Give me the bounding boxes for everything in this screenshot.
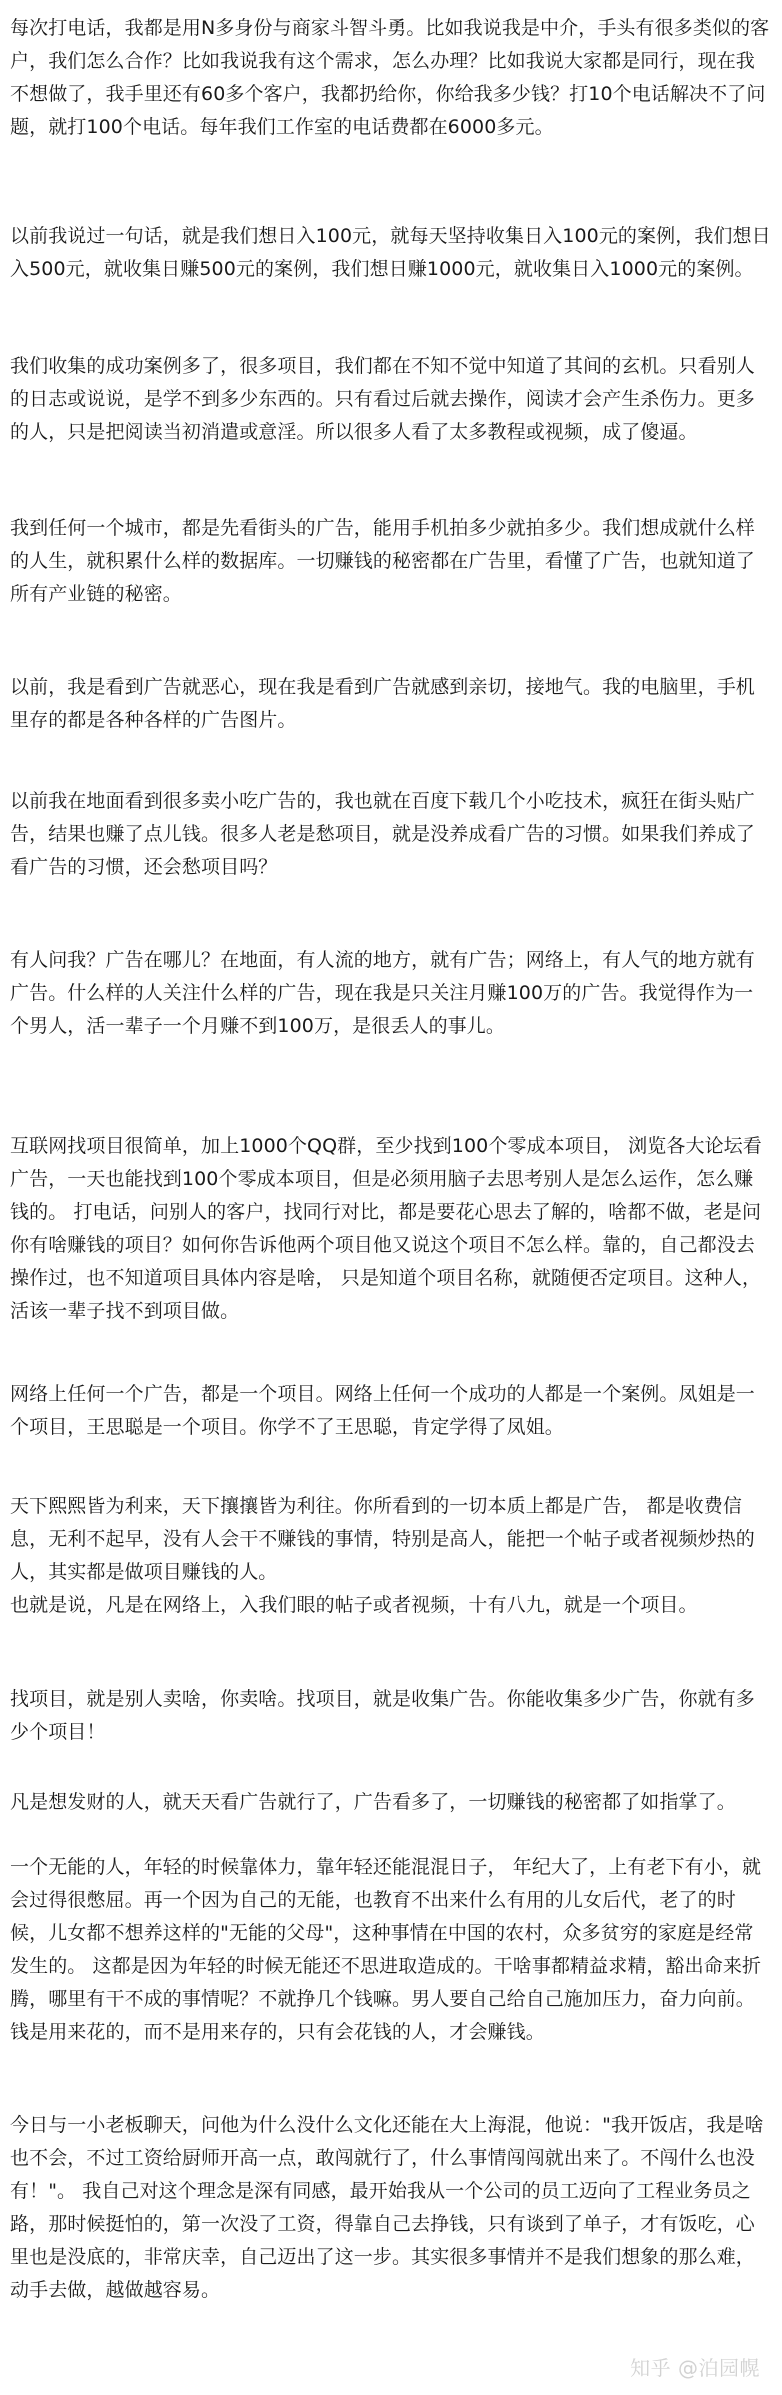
article-paragraph-4: 我到任何一个城市，都是先看街头的广告，能用手机拍多少就拍多少。我们想成就什么样的人生，就积累什么样的数据库。一切赚钱的秘密都在广告里，看懂了广告，也就知道了所有产业链的秘密。 — [10, 517, 755, 605]
article-paragraph-3: 我们收集的成功案例多了，很多项目，我们都在不知不觉中知道了其间的玄机。只看别人的日志或说说，是学不到多少东西的。只有看过后就去操作，阅读才会产生杀伤力。更多的人，只是把阅读当初消遣或意淫。所以很多人看了太多教程或视频，成了傻逼。 — [10, 355, 755, 443]
article-paragraph-14: 今日与一小老板聊天，问他为什么没什么文化还能在大上海混，他说："我开饭店，我是啥也不会，不过工资给厨师开高一点，敢闯就行了，什么事情闯闯就出来了。不闯什么也没有！"。 我自己对这个理念是深有同感，最开始我从一个公司的员工迈向了工程业务员之路，那时候挺怕的，第一次没了工资，得靠自己去挣钱，只有谈到了单子，才有饭吃，心里也是没底的，非常庆幸，自己迈出了这一步。其实很多事情并不是我们想象的那么难，动手去做，越做越容易。 — [10, 2114, 764, 2301]
article-paragraph-11: 找项目，就是别人卖啥，你卖啥。找项目，就是收集广告。你能收集多少广告，你就有多少个项目！ — [10, 1688, 755, 1743]
article-paragraph-10: 天下熙熙皆为利来，天下攘攘皆为利往。你所看到的一切本质上都是广告， 都是收费信息，无利不起早，没有人会干不赚钱的事情，特别是高人，能把一个帖子或者视频炒热的人，其实都是做项目赚钱的人。 也就是说，凡是在网络上，入我们眼的帖子或者视频，十有八九，就是一个项目。 — [10, 1495, 755, 1616]
article-paragraph-13: 一个无能的人，年轻的时候靠体力，靠年轻还能混混日子， 年纪大了，上有老下有小，就会过得很憋屈。再一个因为自己的无能，也教育不出来什么有用的儿女后代，老了的时候，儿女都不想养这样的"无能的父母"，这种事情在中国的农村，众多贫穷的家庭是经常发生的。 这都是因为年轻的时候无能还不思进取造成的。干啥事都精益求精，豁出命来折腾，哪里有干不成的事情呢？不就挣几个钱嘛。男人要自己给自己施加压力，奋力向前。钱是用来花的，而不是用来存的，只有会花钱的人，才会赚钱。 — [10, 1856, 762, 2043]
zhihu-watermark: 知乎 @泊园幌 — [630, 2356, 760, 2380]
article-paragraph-8: 互联网找项目很简单，加上1000个QQ群，至少找到100个零成本项目， 浏览各大论坛看广告，一天也能找到100个零成本项目，但是必须用脑子去思考别人是怎么运作，怎么赚钱的。 打电话，问别人的客户，找同行对比，都是要花心思去了解的，啥都不做，老是问你有啥赚钱的项目？如何你告诉他两个项目他又说这个项目不怎么样。靠的，自己都没去操作过，也不知道项目具体内容是啥， 只是知道个项目名称，就随便否定项目。这种人，活该一辈子找不到项目做。 — [10, 1135, 762, 1322]
article-paragraph-2: 以前我说过一句话，就是我们想日入100元，就每天坚持收集日入100元的案例，我们想日入500元，就收集日赚500元的案例，我们想日赚1000元，就收集日入1000元的案例。 — [10, 225, 771, 280]
article-paragraph-9: 网络上任何一个广告，都是一个项目。网络上任何一个成功的人都是一个案例。凤姐是一个项目，王思聪是一个项目。你学不了王思聪，肯定学得了凤姐。 — [10, 1383, 755, 1438]
article-paragraph-12: 凡是想发财的人，就天天看广告就行了，广告看多了，一切赚钱的秘密都了如指掌了。 — [10, 1791, 736, 1813]
article-paragraph-7: 有人问我？广告在哪儿？在地面，有人流的地方，就有广告；网络上，有人气的地方就有广告。什么样的人关注什么样的广告，现在我是只关注月赚100万的广告。我觉得作为一个男人，活一辈子一个月赚不到100万，是很丢人的事儿。 — [10, 949, 755, 1037]
article-paragraph-6: 以前我在地面看到很多卖小吃广告的，我也就在百度下载几个小吃技术，疯狂在街头贴广告，结果也赚了点儿钱。很多人老是愁项目，就是没养成看广告的习惯。如果我们养成了看广告的习惯，还会愁项目吗？ — [10, 790, 755, 878]
article-paragraph-1: 每次打电话，我都是用N多身份与商家斗智斗勇。比如我说我是中介，手头有很多类似的客户，我们怎么合作？比如我说我有这个需求，怎么办理？比如我说大家都是同行，现在我不想做了，我手里还有60多个客户，我都扔给你，你给我多少钱？打10个电话解决不了问题，就打100个电话。每年我们工作室的电话费都在6000多元。 — [10, 17, 770, 138]
article-paragraph-5: 以前，我是看到广告就恶心，现在我是看到广告就感到亲切，接地气。我的电脑里，手机里存的都是各种各样的广告图片。 — [10, 676, 755, 731]
